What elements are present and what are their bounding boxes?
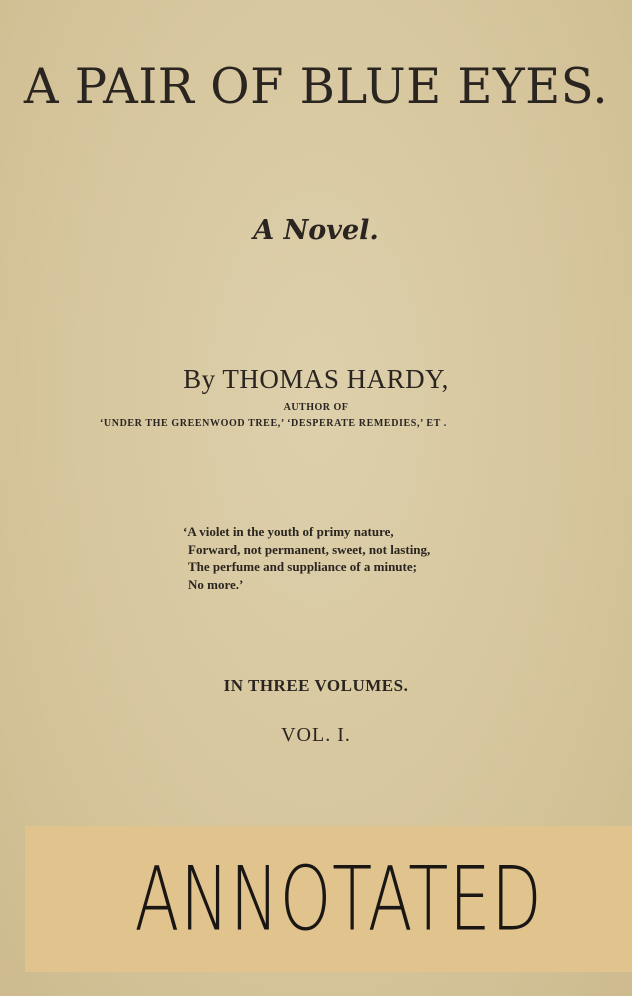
epigraph-line: ‘A violet in the youth of primy nature, [183,524,394,539]
epigraph-line: Forward, not permanent, sweet, not lasting, [188,541,431,557]
epigraph-line: The perfume and suppliance of a minute; [188,559,417,574]
book-title: A PAIR OF BLUE EYES. [23,58,609,115]
author-name: THOMAS HARDY, [222,364,449,394]
previous-works: ‘UNDER THE GREENWOOD TREE,’ ‘DESPERATE REMEDIES,’ ET . [100,418,447,429]
epigraph [183,523,430,593]
byline [0,364,632,395]
banner-text: ANNOTATED [134,847,543,951]
annotated-banner [25,826,632,972]
byline-by: By [183,364,216,394]
volume-number: VOL. I. [281,724,351,746]
epigraph-line: No more.’ [188,576,244,592]
author-of-label: AUTHOR OF [283,402,349,413]
subtitle: A Novel. [253,215,379,246]
volumes-note: IN THREE VOLUMES. [223,676,409,695]
